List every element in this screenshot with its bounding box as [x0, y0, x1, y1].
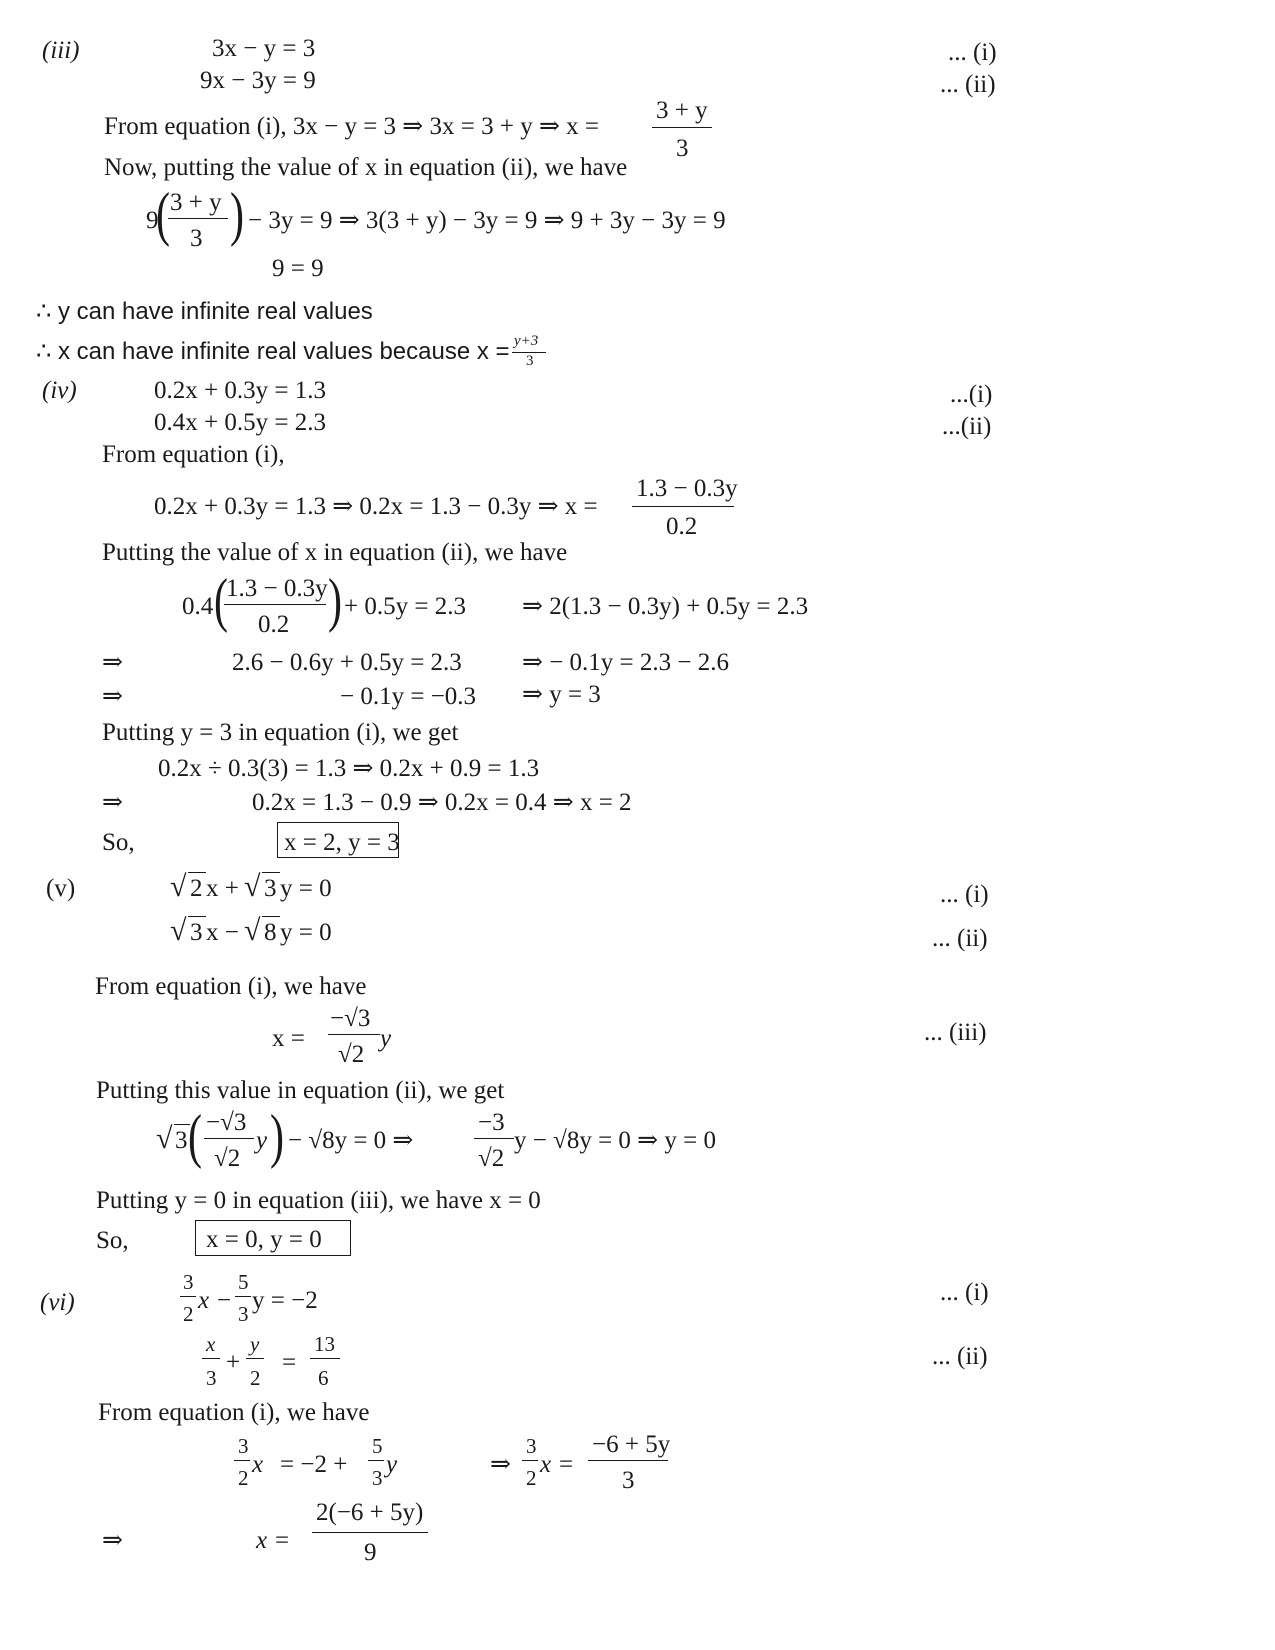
part-iv-so: So, — [102, 829, 135, 856]
fraction-bar — [246, 1358, 264, 1359]
part-v-eq2-tag: ... (ii) — [932, 925, 988, 952]
part-iv-equation-2: 0.4x + 0.5y = 2.3 — [154, 409, 326, 436]
part-v-sub-numerator-2: −3 — [478, 1109, 505, 1136]
fraction-bar — [235, 1296, 251, 1297]
part-vi-s1-den: 2 — [238, 1466, 249, 1490]
part-vi-eq1-den-2: 3 — [238, 1302, 249, 1326]
implies-arrow: ⇒ — [490, 1451, 511, 1478]
part-iii-equation-2: 9x − 3y = 9 — [200, 67, 316, 94]
part-vi-eq2-den-3: 6 — [318, 1366, 329, 1390]
part-v-x-y: y — [380, 1025, 392, 1052]
part-iii-sub-lead: 9 — [146, 207, 159, 234]
part-v-sub-denominator: √2 — [214, 1145, 241, 1172]
part-vi-s1-num: 3 — [238, 1434, 249, 1458]
left-paren: ( — [188, 1103, 202, 1169]
part-iv-sub-fraction-bar — [224, 604, 326, 605]
part-iii-equation-2-tag: ... (ii) — [940, 71, 996, 98]
part-vi-s2-denominator: 9 — [364, 1539, 377, 1566]
part-vi-eq2-num-2: y — [250, 1332, 260, 1356]
part-iv-step-1-fraction-bar — [632, 506, 734, 507]
part-vi-eq2-equals: = — [282, 1349, 297, 1376]
part-v-sub-fraction-bar-2 — [474, 1138, 514, 1139]
part-v-x-denominator: √2 — [338, 1041, 365, 1068]
right-paren: ) — [328, 567, 342, 633]
part-v-eq1-tag: ... (i) — [940, 881, 989, 908]
part-iii-now-putting: Now, putting the value of x in equation (ii), we have — [104, 154, 628, 181]
part-iv-sub-denominator: 0.2 — [258, 611, 290, 638]
right-paren: ) — [270, 1103, 284, 1169]
part-vi-eq2-num-3: 13 — [314, 1332, 335, 1356]
part-vi-s1-num-3: 3 — [526, 1434, 537, 1458]
fraction-bar — [310, 1358, 340, 1359]
part-vi-eq1-num-1: 3 — [183, 1270, 194, 1294]
part-iv-step-1-numerator: 1.3 − 0.3y — [636, 475, 738, 502]
part-vi-s1-y: y — [386, 1451, 398, 1478]
part-iii-from-equation: From equation (i), 3x − y = 3 ⇒ 3x = 3 + y ⇒ x = — [104, 113, 599, 140]
part-iii-note-numerator: y+3 — [514, 333, 539, 349]
part-v-eq2-rest: y = 0 — [280, 919, 332, 946]
part-iii-result: 9 = 9 — [272, 255, 324, 282]
right-paren: ) — [230, 181, 244, 247]
part-v-sub-rest: − √8y = 0 ⇒ — [288, 1127, 414, 1154]
part-iv-equation-2-tag: ...(ii) — [942, 413, 992, 440]
part-v-sub-lead: 3 — [175, 1127, 188, 1154]
part-vi-s1-x: x — [252, 1451, 264, 1478]
part-v-answer: x = 0, y = 0 — [206, 1226, 322, 1253]
part-vi-s1-den-2: 3 — [372, 1466, 383, 1490]
part-v-sub-numerator: −√3 — [206, 1109, 247, 1136]
part-iii-note-x: ∴ x can have infinite real values because x = — [36, 338, 510, 365]
part-iii-note-denominator: 3 — [526, 353, 534, 369]
part-v-eq2-mid: x − — [206, 919, 239, 946]
part-iii-note-y: ∴ y can have infinite real values — [36, 298, 373, 325]
part-v-eq1-radicand-b: 3 — [264, 875, 277, 902]
fraction-bar — [368, 1460, 384, 1461]
part-vi-eq1-mid: x − — [198, 1287, 233, 1314]
sqrt-icon: √ — [156, 1122, 173, 1155]
part-vi-s1-equals: = −2 + — [280, 1451, 348, 1478]
part-v-putting: Putting this value in equation (ii), we get — [96, 1077, 505, 1104]
part-vi-s2-x: x = — [256, 1527, 291, 1554]
implies-arrow: ⇒ — [102, 649, 123, 676]
part-v-eq2-radicand-b: 8 — [264, 919, 277, 946]
sqrt-icon: √ — [170, 914, 187, 947]
part-iv-calc-2: 0.2x = 1.3 − 0.9 ⇒ 0.2x = 0.4 ⇒ x = 2 — [252, 789, 632, 816]
part-v-so: So, — [96, 1227, 129, 1254]
part-vi-eq1-rest: y = −2 — [252, 1287, 318, 1314]
part-v-eq1-rest: y = 0 — [280, 875, 332, 902]
part-iv-calc-1: 0.2x ÷ 0.3(3) = 1.3 ⇒ 0.2x + 0.9 = 1.3 — [158, 755, 540, 782]
fraction-bar — [180, 1296, 196, 1297]
part-vi-s2-fraction-bar — [312, 1532, 428, 1533]
part-vi-eq1-num-2: 5 — [238, 1270, 249, 1294]
part-vi-s1-num-2: 5 — [372, 1434, 383, 1458]
part-vi-s2-numerator: 2(−6 + 5y) — [316, 1499, 424, 1526]
implies-arrow: ⇒ — [102, 789, 123, 816]
part-v-eq1-radicand-a: 2 — [190, 875, 203, 902]
part-v-x-equals: x = — [272, 1025, 305, 1052]
part-vi-eq2-num-1: x — [206, 1332, 216, 1356]
sqrt-icon: √ — [244, 870, 261, 903]
part-iii-sub-rest: − 3y = 9 ⇒ 3(3 + y) − 3y = 9 ⇒ 9 + 3y − 3y = 9 — [248, 207, 726, 234]
part-vi-eq2-den-2: 2 — [250, 1366, 261, 1390]
part-iv-answer: x = 2, y = 3 — [284, 829, 400, 856]
part-vi-eq2-mid: + — [226, 1349, 241, 1376]
sqrt-icon: √ — [170, 870, 187, 903]
part-iii-sub-fraction-bar — [168, 218, 228, 219]
sqrt-icon: √ — [244, 914, 261, 947]
part-iii-sub-denominator: 3 — [190, 225, 203, 252]
part-v-putting-y: Putting y = 0 in equation (iii), we have x = 0 — [96, 1187, 541, 1214]
part-iii-frac-denominator: 3 — [676, 135, 689, 162]
fraction-bar — [522, 1460, 538, 1461]
part-v-eq1-mid: x + — [206, 875, 239, 902]
part-iv-step-1: 0.2x + 0.3y = 1.3 ⇒ 0.2x = 1.3 − 0.3y ⇒ x = — [154, 493, 598, 520]
implies-arrow: ⇒ — [102, 683, 123, 710]
part-vi-s1-x-2: x = — [540, 1451, 575, 1478]
part-v-sub-fraction-bar — [204, 1138, 254, 1139]
part-iv-line-2: 2.6 − 0.6y + 0.5y = 2.3 — [232, 649, 462, 676]
left-paren: ( — [156, 181, 170, 247]
part-v-from-equation: From equation (i), we have — [95, 973, 367, 1000]
part-v-x-tag: ... (iii) — [924, 1019, 987, 1046]
part-iv-line-3-right: ⇒ y = 3 — [522, 681, 601, 708]
part-v-eq2-radicand-a: 3 — [190, 919, 203, 946]
part-iv-line-3: − 0.1y = −0.3 — [340, 683, 477, 710]
part-iii-sub-numerator: 3 + y — [170, 189, 222, 216]
part-iv-putting-y: Putting y = 3 in equation (i), we get — [102, 719, 459, 746]
radical-bar — [262, 872, 280, 873]
part-v-sub-rest-2: y − √8y = 0 ⇒ y = 0 — [514, 1127, 716, 1154]
part-vi-s1-num-4: −6 + 5y — [592, 1431, 671, 1458]
fraction-bar — [588, 1460, 668, 1461]
part-v-x-numerator: −√3 — [330, 1005, 371, 1032]
part-iv-from-equation: From equation (i), — [102, 441, 285, 468]
part-vi-s1-den-4: 3 — [622, 1467, 635, 1494]
part-vi-eq2-tag: ... (ii) — [932, 1343, 988, 1370]
part-iv-sub-lead: 0.4 — [182, 593, 214, 620]
part-iv-equation-1-tag: ...(i) — [950, 381, 993, 408]
part-iv-label: (iv) — [42, 377, 77, 404]
part-vi-eq1-tag: ... (i) — [940, 1279, 989, 1306]
part-iv-sub-rest: + 0.5y = 2.3 — [344, 593, 466, 620]
fraction-bar — [234, 1460, 250, 1461]
part-iii-fraction-bar — [652, 127, 712, 128]
part-iv-putting-x: Putting the value of x in equation (ii), we have — [102, 539, 568, 566]
implies-arrow: ⇒ — [102, 1527, 123, 1554]
part-iii-equation-1-tag: ... (i) — [948, 39, 997, 66]
part-v-sub-y: y — [256, 1127, 268, 1154]
radical-bar — [188, 872, 206, 873]
part-iv-equation-1: 0.2x + 0.3y = 1.3 — [154, 377, 326, 404]
radical-bar — [188, 916, 206, 917]
part-vi-from-equation: From equation (i), we have — [98, 1399, 370, 1426]
part-v-sub-denominator-2: √2 — [478, 1145, 505, 1172]
part-iv-sub-right: ⇒ 2(1.3 − 0.3y) + 0.5y = 2.3 — [522, 593, 809, 620]
part-iii-frac-numerator: 3 + y — [656, 97, 708, 124]
left-paren: ( — [214, 567, 228, 633]
part-vi-s1-den-3: 2 — [526, 1466, 537, 1490]
fraction-bar — [202, 1358, 220, 1359]
part-vi-eq2-den-1: 3 — [206, 1366, 217, 1390]
part-iii-equation-1: 3x − y = 3 — [212, 35, 316, 62]
part-vi-label: (vi) — [40, 1289, 75, 1316]
part-iv-line-2-right: ⇒ − 0.1y = 2.3 − 2.6 — [522, 649, 729, 676]
part-v-label: (v) — [46, 875, 76, 902]
part-v-x-fraction-bar — [328, 1034, 380, 1035]
part-iv-step-1-denominator: 0.2 — [666, 513, 698, 540]
part-iv-sub-numerator: 1.3 − 0.3y — [226, 575, 328, 602]
part-iii-label: (iii) — [42, 37, 80, 64]
radical-bar — [262, 916, 280, 917]
part-vi-eq1-den-1: 2 — [183, 1302, 194, 1326]
